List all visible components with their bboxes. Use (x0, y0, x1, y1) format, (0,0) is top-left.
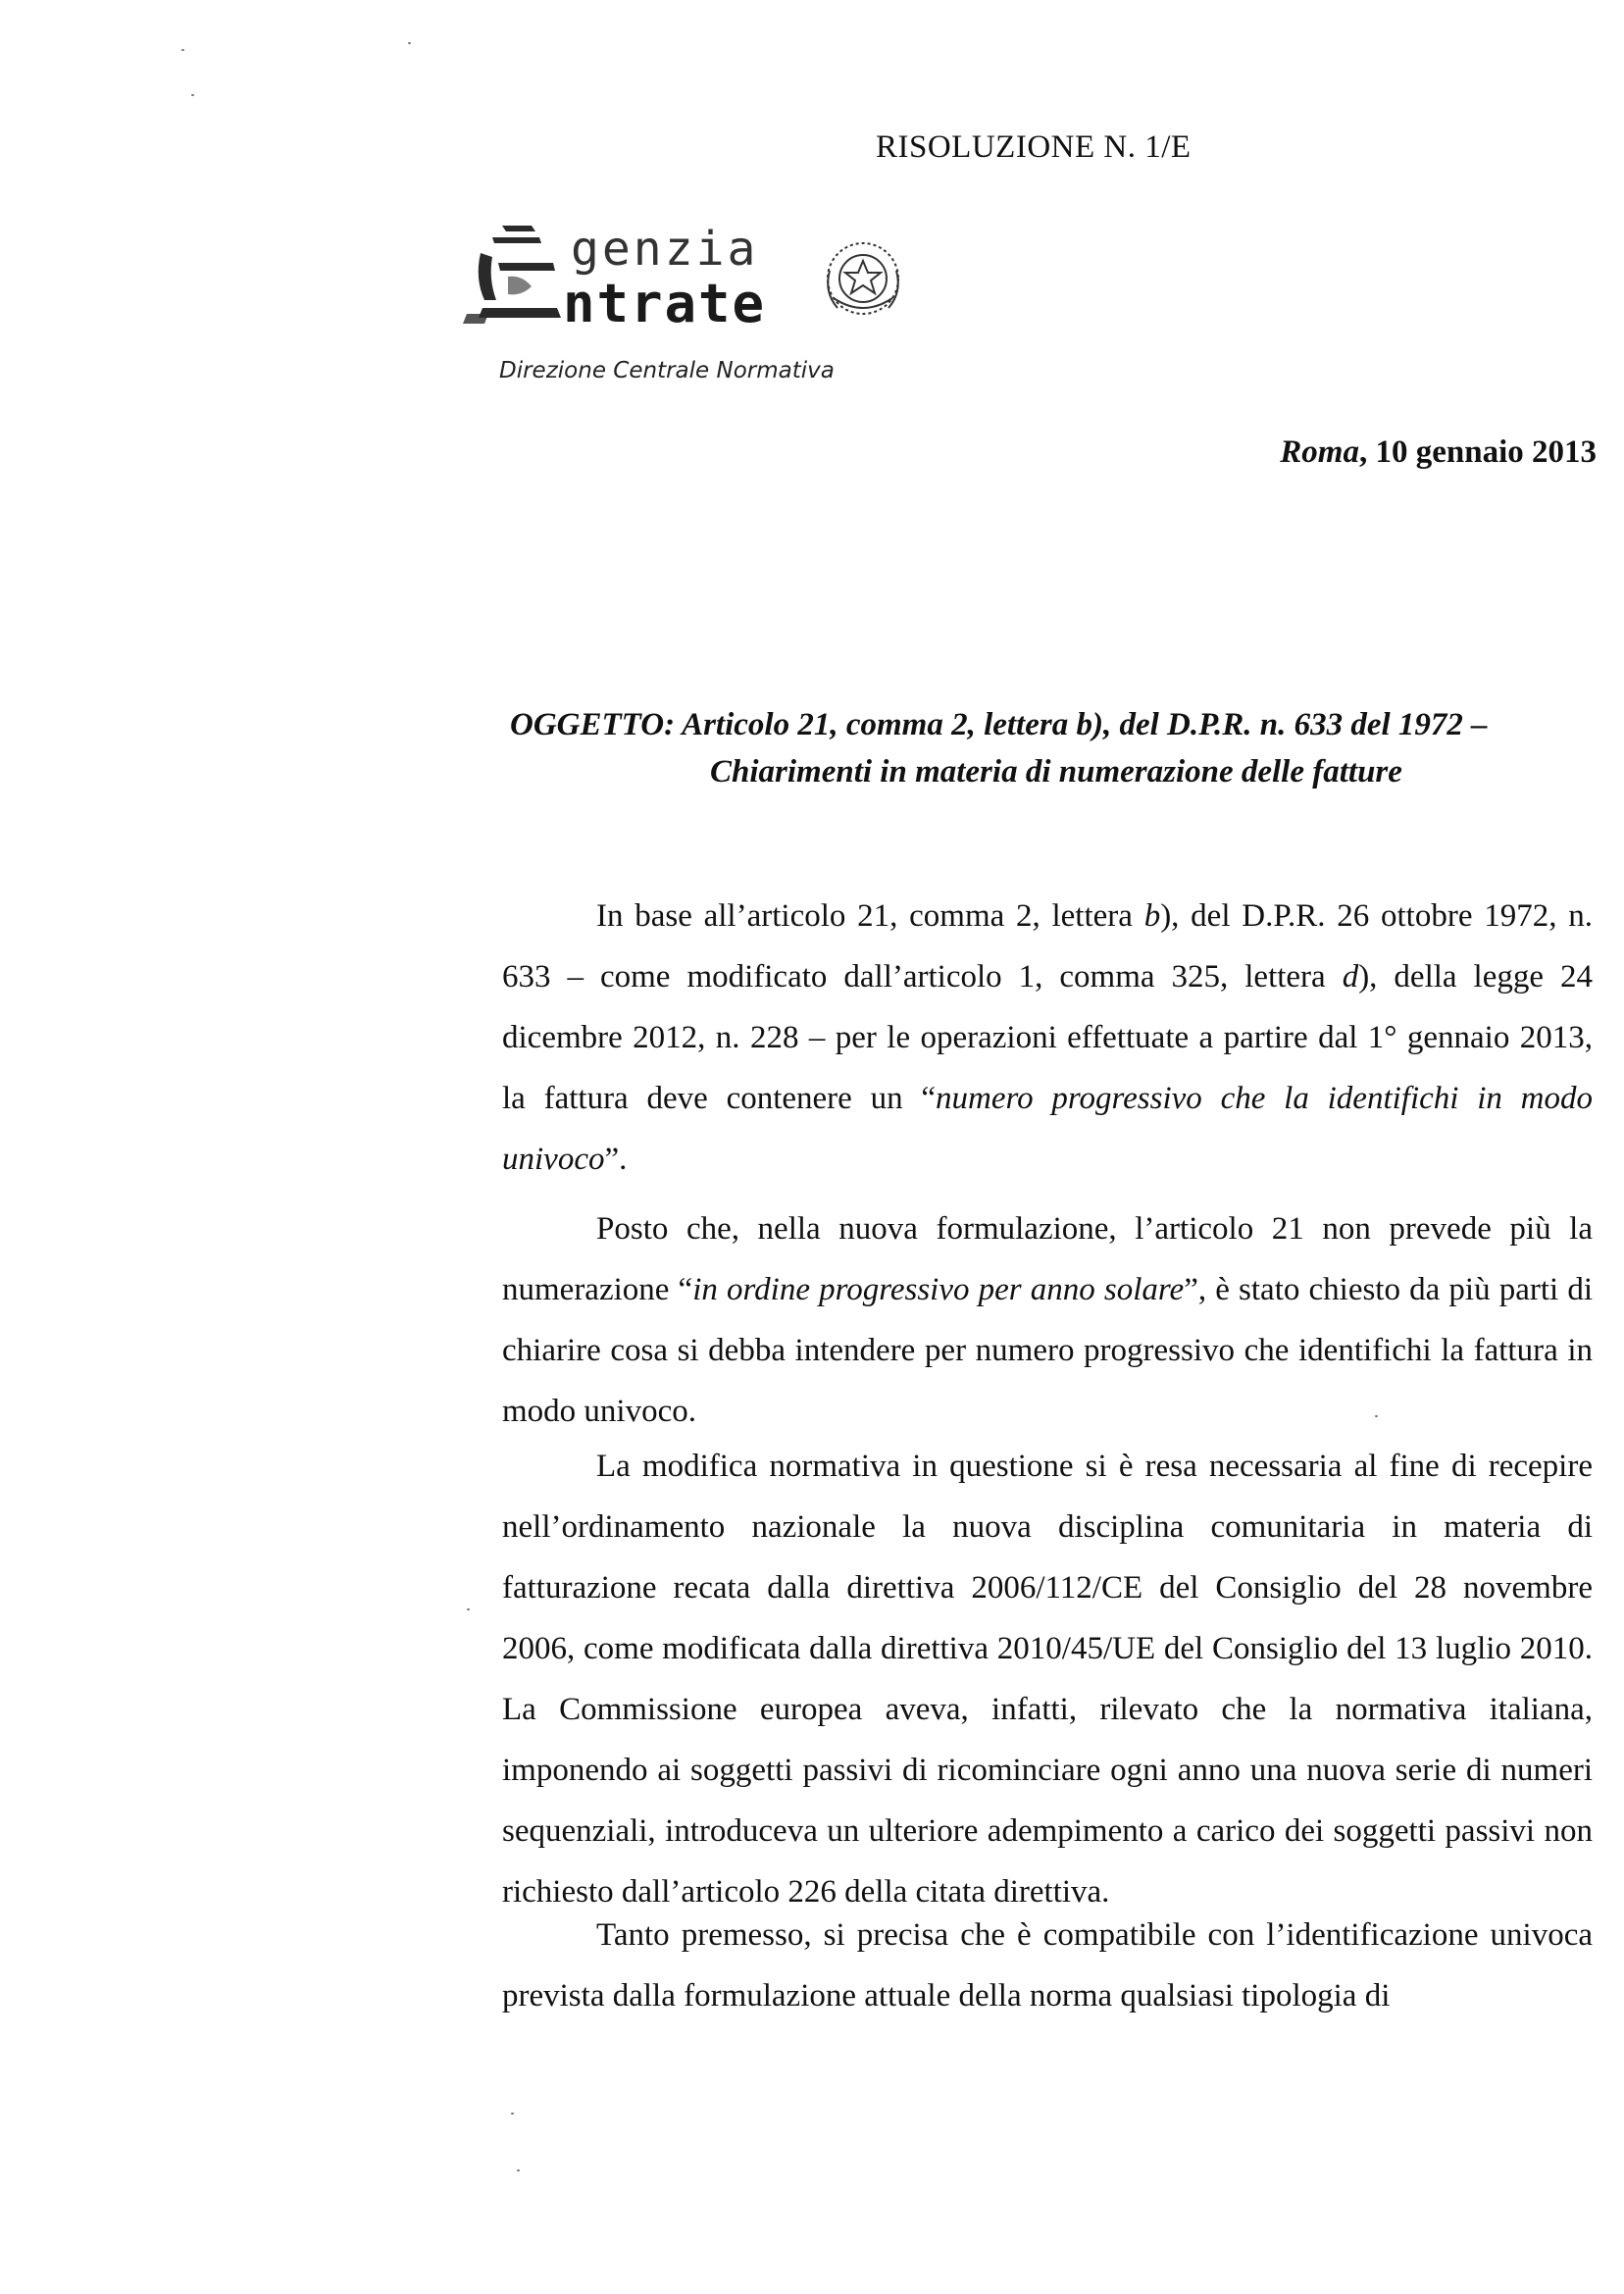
svg-text:ntrate: ntrate (563, 273, 767, 333)
paragraph-text: In base all’articolo 21, comma 2, lettera (596, 898, 1144, 934)
paragraph-1 (502, 886, 1593, 1190)
date-text: , 10 gennaio 2013 (1358, 434, 1597, 470)
paragraph-3 (502, 1436, 1593, 1922)
subject-label: OGGETTO (510, 707, 665, 742)
scan-speck (467, 1608, 470, 1610)
subject-block (510, 701, 1488, 795)
svg-text:genzia: genzia (571, 222, 759, 277)
department-name: Direzione Centrale Normativa (499, 358, 835, 383)
paragraph-text: ), del D.P.R. 26 ottobre 1972, n. 633 – come modificato dall’articolo 1, comma 325, lettera (502, 898, 1593, 994)
date-city: Roma (1280, 434, 1359, 470)
paragraph-italic: numero progressivo che la identifichi in modo univoco (502, 1081, 1593, 1177)
paragraph-text: ), della legge 24 dicembre 2012, n. 228 – per le operazioni effettuate a partire dal 1° gennaio 2013, la fattura deve contenere un “ (502, 959, 1593, 1116)
subject-text-1: : Articolo 21, comma 2, lettera b), del D.P.R. n. 633 del 1972 – (664, 707, 1488, 742)
paragraph-text: ”, è stato chiesto da più parti di chiarire cosa si debba intendere per numero progressivo che identifichi la fattura in modo univoco. (502, 1272, 1594, 1429)
paragraph-text: La modifica normativa in questione si è resa necessaria al fine di recepire nell’ordinamento nazionale la nuova disciplina comunitaria in materia di fatturazione recata dalla direttiva 2006/112/CE del Consiglio del 28 novembre 2006, come modificata dalla direttiva 2010/45/UE del Consiglio del 13 luglio 2010. La Commissione europea aveva, infatti, rilevato che la normativa italiana, imponendo ai soggetti passivi di ricominciare ogni anno una nuova serie di numeri sequenziali, introduceva un ulteriore adempimento a carico dei soggetti passivi non richiesto dall’articolo 226 della citata direttiva. (502, 1449, 1593, 1910)
paragraph-text: ”. (604, 1142, 628, 1177)
scan-speck (181, 49, 184, 51)
paragraph-2 (502, 1198, 1593, 1442)
scan-speck (517, 2169, 520, 2171)
paragraph-text: Tanto premesso, si precisa che è compatibile con l’identificazione univoca prevista dalla formulazione attuale della norma qualsiasi tipologia di (502, 1917, 1593, 2014)
document-date (1280, 434, 1597, 471)
subject-line-2: Chiarimenti in materia di numerazione delle fatture (710, 754, 1402, 790)
paragraph-text: Posto che, nella nuova formulazione, l’articolo 21 non prevede più la numerazione “ (502, 1211, 1593, 1307)
paragraph-italic: in ordine progressivo per anno solare (692, 1272, 1185, 1307)
paragraph-4 (502, 1905, 1593, 2026)
paragraph-italic: b (1143, 898, 1161, 934)
paragraph-italic: d (1342, 959, 1359, 994)
scan-speck (1375, 1415, 1378, 1417)
agenzia-entrate-logo-graphic (463, 218, 914, 333)
scan-speck (511, 2113, 514, 2115)
scan-speck (191, 94, 194, 96)
scan-speck (408, 42, 411, 44)
document-number: RISOLUZIONE N. 1/E (876, 129, 1192, 165)
subject-line-1 (510, 701, 1488, 748)
agenzia-entrate-logo (463, 218, 914, 333)
